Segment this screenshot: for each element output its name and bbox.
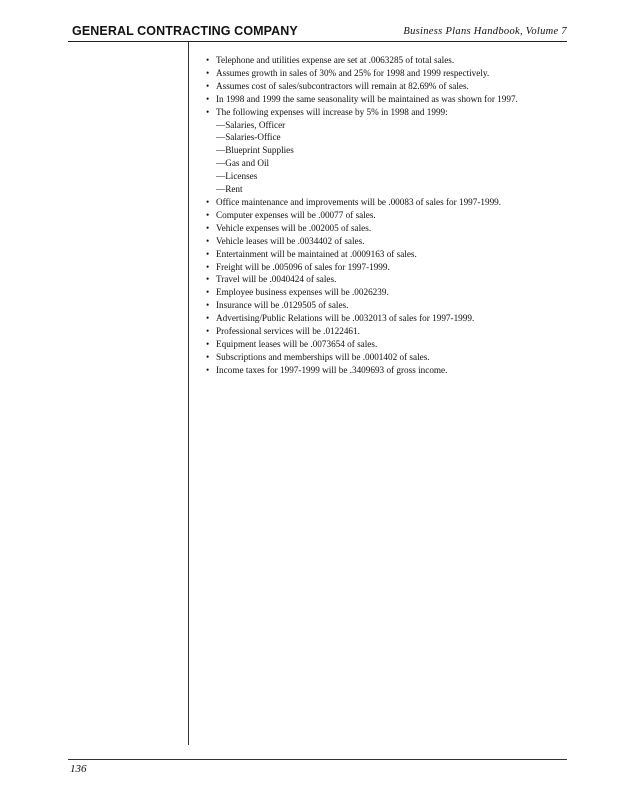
list-item: • Vehicle expenses will be .002005 of sales. bbox=[206, 222, 566, 235]
sublist-item: —Salaries-Office bbox=[216, 132, 281, 143]
running-header-title: GENERAL CONTRACTING COMPANY bbox=[72, 24, 298, 38]
list-item: • Equipment leases will be .0073654 of sales. bbox=[206, 338, 566, 351]
list-item: • Assumes cost of sales/subcontractors will remain at 82.69% of sales. bbox=[206, 80, 566, 93]
list-item: • Income taxes for 1997-1999 will be .3409693 of gross income. bbox=[206, 364, 566, 377]
footer-rule bbox=[68, 759, 567, 760]
list-item: • Advertising/Public Relations will be .0032013 of sales for 1997-1999. bbox=[206, 312, 566, 325]
list-item: • Travel will be .0040424 of sales. bbox=[206, 273, 566, 286]
list-item: • Telephone and utilities expense are set at .0063285 of total sales. bbox=[206, 54, 566, 67]
list-item: • Freight will be .005096 of sales for 1997-1999. bbox=[206, 261, 566, 274]
assumptions-list bbox=[206, 54, 566, 377]
list-item: • Employee business expenses will be .0026239. bbox=[206, 286, 566, 299]
list-item: • Office maintenance and improvements will be .00083 of sales for 1997-1999. bbox=[206, 196, 566, 209]
margin-rule bbox=[188, 42, 189, 745]
list-item-increasing-expenses bbox=[206, 106, 566, 196]
sublist-item: —Salaries, Officer bbox=[216, 119, 286, 130]
list-item: • In 1998 and 1999 the same seasonality will be maintained as was shown for 1997. bbox=[206, 93, 566, 106]
list-item-text: The following expenses will increase by 5% in 1998 and 1999: bbox=[216, 106, 448, 117]
list-item: • Professional services will be .0122461. bbox=[206, 325, 566, 338]
list-item: • Assumes growth in sales of 30% and 25% for 1998 and 1999 respectively. bbox=[206, 67, 566, 80]
running-header-subtitle: Business Plans Handbook, Volume 7 bbox=[403, 26, 567, 37]
list-item: • Subscriptions and memberships will be .0001402 of sales. bbox=[206, 351, 566, 364]
list-item: • Computer expenses will be .00077 of sales. bbox=[206, 209, 566, 222]
header-rule bbox=[68, 41, 567, 42]
sublist-item: —Licenses bbox=[216, 171, 258, 182]
sublist-item: —Blueprint Supplies bbox=[216, 145, 294, 156]
list-item: • Insurance will be .0129505 of sales. bbox=[206, 299, 566, 312]
page-number: 136 bbox=[70, 763, 87, 775]
list-item: • Vehicle leases will be .0034402 of sales. bbox=[206, 235, 566, 248]
sublist-item: —Rent bbox=[216, 184, 243, 195]
sublist-item: —Gas and Oil bbox=[216, 158, 270, 169]
expense-sublist bbox=[216, 119, 566, 196]
assumptions-content bbox=[206, 54, 566, 377]
list-item: • Entertainment will be maintained at .0009163 of sales. bbox=[206, 248, 566, 261]
